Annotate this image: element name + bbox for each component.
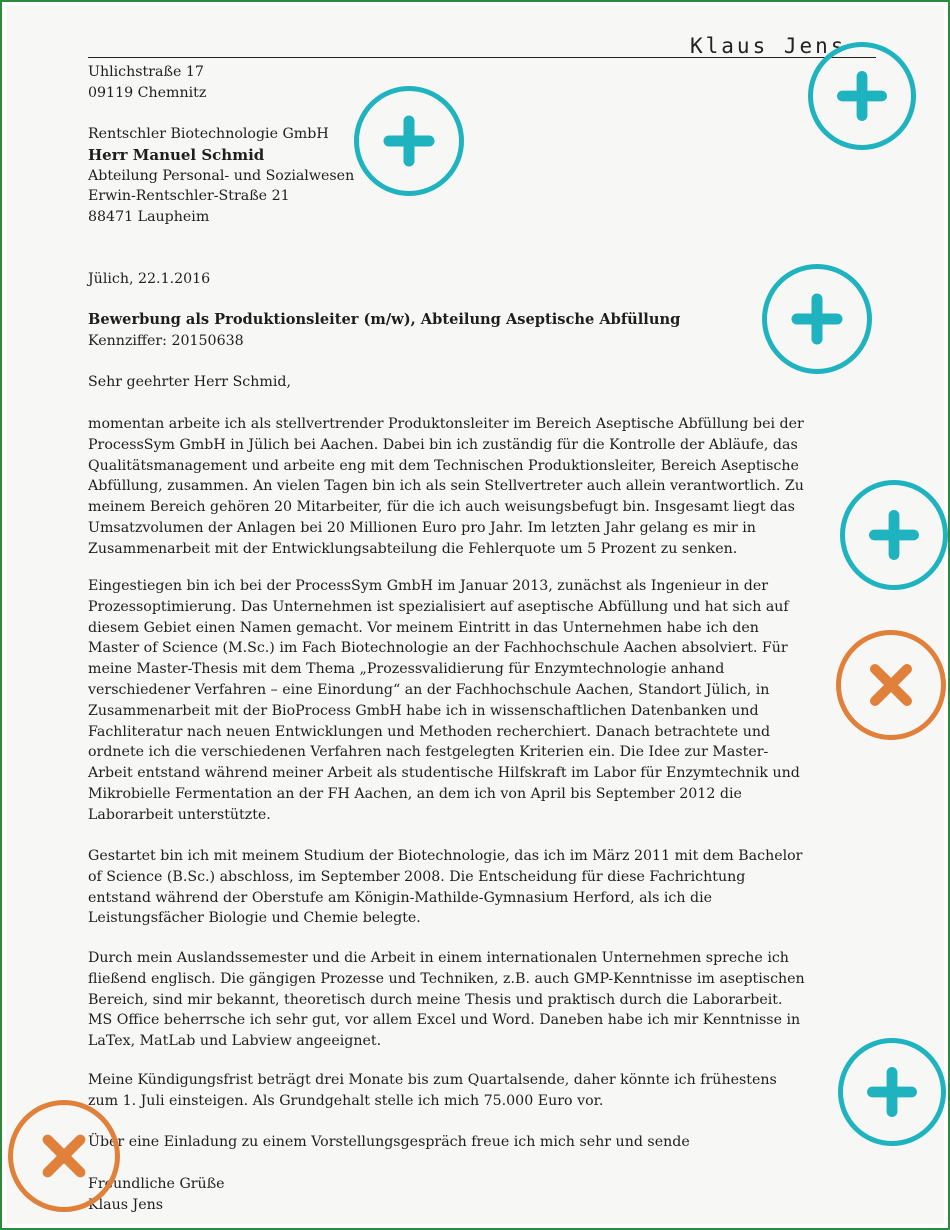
paragraph-4: [88, 948, 883, 1052]
closing-signature: Klaus Jens: [88, 1196, 164, 1213]
paragraph-line: Zusammenarbeit mit der BioProcess GmbH habe ich in wissenschaftlichen Datenbanken und: [88, 702, 759, 719]
paragraph-3: [88, 846, 883, 929]
salutation: [88, 372, 883, 393]
paragraph-line: momentan arbeite ich als stellvertrender Produktonsleiter im Bereich Aseptische Abfüllung bei der: [88, 416, 804, 432]
date-text: Jülich, 22.1.2016: [88, 271, 211, 287]
plus-circle-icon[interactable]: [354, 86, 464, 196]
cross-circle-icon[interactable]: [8, 1100, 120, 1212]
subject-title: Bewerbung als Produktionsleiter (m/w), Abteilung Aseptische Abfüllung: [88, 311, 681, 328]
recipient-street: Erwin-Rentschler-Straße 21: [88, 188, 290, 205]
paragraph-line: Eingestiegen bin ich bei der ProcessSym GmbH im Januar 2013, zunächst als Ingenieur in der: [88, 578, 768, 594]
recipient-company: Rentschler Biotechnologie GmbH: [88, 126, 329, 142]
paragraph-line: Durch mein Auslandssemester und die Arbeit in einem internationalen Unternehmen spreche ich: [88, 950, 789, 966]
plus-circle-icon[interactable]: [840, 480, 948, 590]
recipient-department: Abteilung Personal- und Sozialwesen: [88, 167, 355, 184]
plus-circle-icon[interactable]: [838, 1038, 946, 1146]
cross-circle-icon[interactable]: [836, 630, 946, 740]
paragraph-line: Gestartet bin ich mit meinem Studium der Biotechnologie, das ich im März 2011 mit dem Bachelor: [88, 848, 803, 864]
paragraph-line: diesem Gebiet einen Namen gemacht. Vor meinem Eintritt in das Unternehmen habe ich den: [88, 619, 759, 636]
paragraph-line: Über eine Einladung zu einem Vorstellungsgespräch freue ich mich sehr und sende: [88, 1134, 690, 1150]
paragraph-line: Umsatzvolumen der Anlagen bei 20 Millionen Euro pro Jahr. Im letzten Jahr gelang es mir in: [88, 519, 756, 536]
paragraph-line: fließend englisch. Die gängigen Prozesse und Techniken, z.B. auch GMP-Kenntnisse im aseptischen: [88, 970, 805, 987]
paragraph-line: Prozessoptimierung. Das Unternehmen ist spezialisiert auf aseptische Abfüllung und hat sich auf: [88, 598, 789, 615]
subject-reference: Kennziffer: 20150638: [88, 332, 244, 349]
paragraph-line: verschiedener Verfahren – eine Einordung“ an der Fachhochschule Aachen, Standort Jülich, in: [88, 681, 770, 698]
sender-street: Uhlichstraße 17: [88, 64, 204, 80]
paragraph-5: [88, 1070, 883, 1112]
paragraph-line: Arbeit entstand während meiner Arbeit als studentische Hilfskraft im Labor für Enzymtechnik und: [88, 765, 800, 782]
paragraph-line: Laborarbeit unterstützte.: [88, 806, 271, 823]
letter-closing: [88, 1174, 883, 1216]
closing-greeting: Freundliche Grüße: [88, 1176, 225, 1192]
paragraph-line: zum 1. Juli einsteigen. Als Grundgehalt stelle ich mich 75.000 Euro vor.: [88, 1092, 604, 1109]
paragraph-line: Meine Kündigungsfrist beträgt drei Monate bis zum Quartalsende, daher könnte ich frühestens: [88, 1072, 777, 1088]
paragraph-1: [88, 414, 883, 560]
paragraph-line: Zusammenarbeit mit der Entwicklungsabteilung die Fehlerquote um 5 Prozent zu senken.: [88, 540, 738, 557]
paragraph-line: ordnete ich die verschiedenen Verfahren nach festgelegten Kriterien ein. Die Idee zur Master-: [88, 744, 769, 761]
paragraph-line: LaTex, MatLab und Labview angeeignet.: [88, 1033, 382, 1050]
header-name: Klaus Jens: [690, 34, 847, 58]
paragraph-line: Master of Science (M.Sc.) im Fach Biotechnologie an der Fachhochschule Aachen absolviert. Für: [88, 640, 788, 657]
salutation-text: Sehr geehrter Herr Schmid,: [88, 374, 291, 390]
paragraph-line: Qualitätsmanagement und arbeite eng mit dem Technischen Produktionsleiter, Bereich Aseptische: [88, 457, 799, 474]
paragraph-line: Fachliteratur nach neuen Entwicklungen und Methoden recherchiert. Danach betrachtete und: [88, 723, 771, 740]
paragraph-line: Leistungsfächer Biologie und Chemie belegte.: [88, 910, 421, 927]
paragraph-2: [88, 576, 883, 826]
paragraph-line: Abfüllung, zusammen. An vielen Tagen bin ich als sein Stellvertreter auch allein verantwortlich. Zu: [88, 478, 804, 495]
paragraph-line: ProcessSym GmbH in Jülich bei Aachen. Dabei bin ich zuständig für die Kontrolle der Abläufe, das: [88, 436, 798, 453]
sender-address: [88, 62, 883, 104]
paragraph-line: Bereich, sind mir bekannt, theoretisch durch meine Thesis und praktisch durch die Laborarbeit.: [88, 991, 783, 1008]
paragraph-6: [88, 1132, 883, 1153]
paragraph-line: meine Master-Thesis mit dem Thema „Prozessvalidierung für Enzymtechnologie anhand: [88, 661, 725, 678]
recipient-city: 88471 Laupheim: [88, 209, 210, 226]
letter-date: [88, 269, 883, 290]
header-rule: [88, 57, 690, 58]
paragraph-line: MS Office beherrsche ich sehr gut, vor allem Excel und Word. Daneben habe ich mir Kenntnisse in: [88, 1012, 801, 1029]
recipient-address: [88, 124, 883, 228]
recipient-contact: Herr Manuel Schmid: [88, 145, 265, 164]
paragraph-line: entstand während der Oberstufe am Königin-Mathilde-Gymnasium Herford, als ich die: [88, 889, 713, 906]
paragraph-line: of Science (B.Sc.) abschloss, im September 2008. Die Entscheidung für diese Fachrichtung: [88, 868, 746, 885]
plus-circle-icon[interactable]: [808, 42, 916, 150]
paragraph-line: Mikrobielle Fermentation an der FH Aachen, an dem ich von April bis September 2012 die: [88, 785, 742, 802]
plus-circle-icon[interactable]: [762, 264, 872, 374]
sender-city: 09119 Chemnitz: [88, 84, 207, 101]
paragraph-line: meinem Bereich gehören 20 Mitarbeiter, für die ich auch weisungsbefugt bin. Insgesamt liegt das: [88, 499, 795, 516]
